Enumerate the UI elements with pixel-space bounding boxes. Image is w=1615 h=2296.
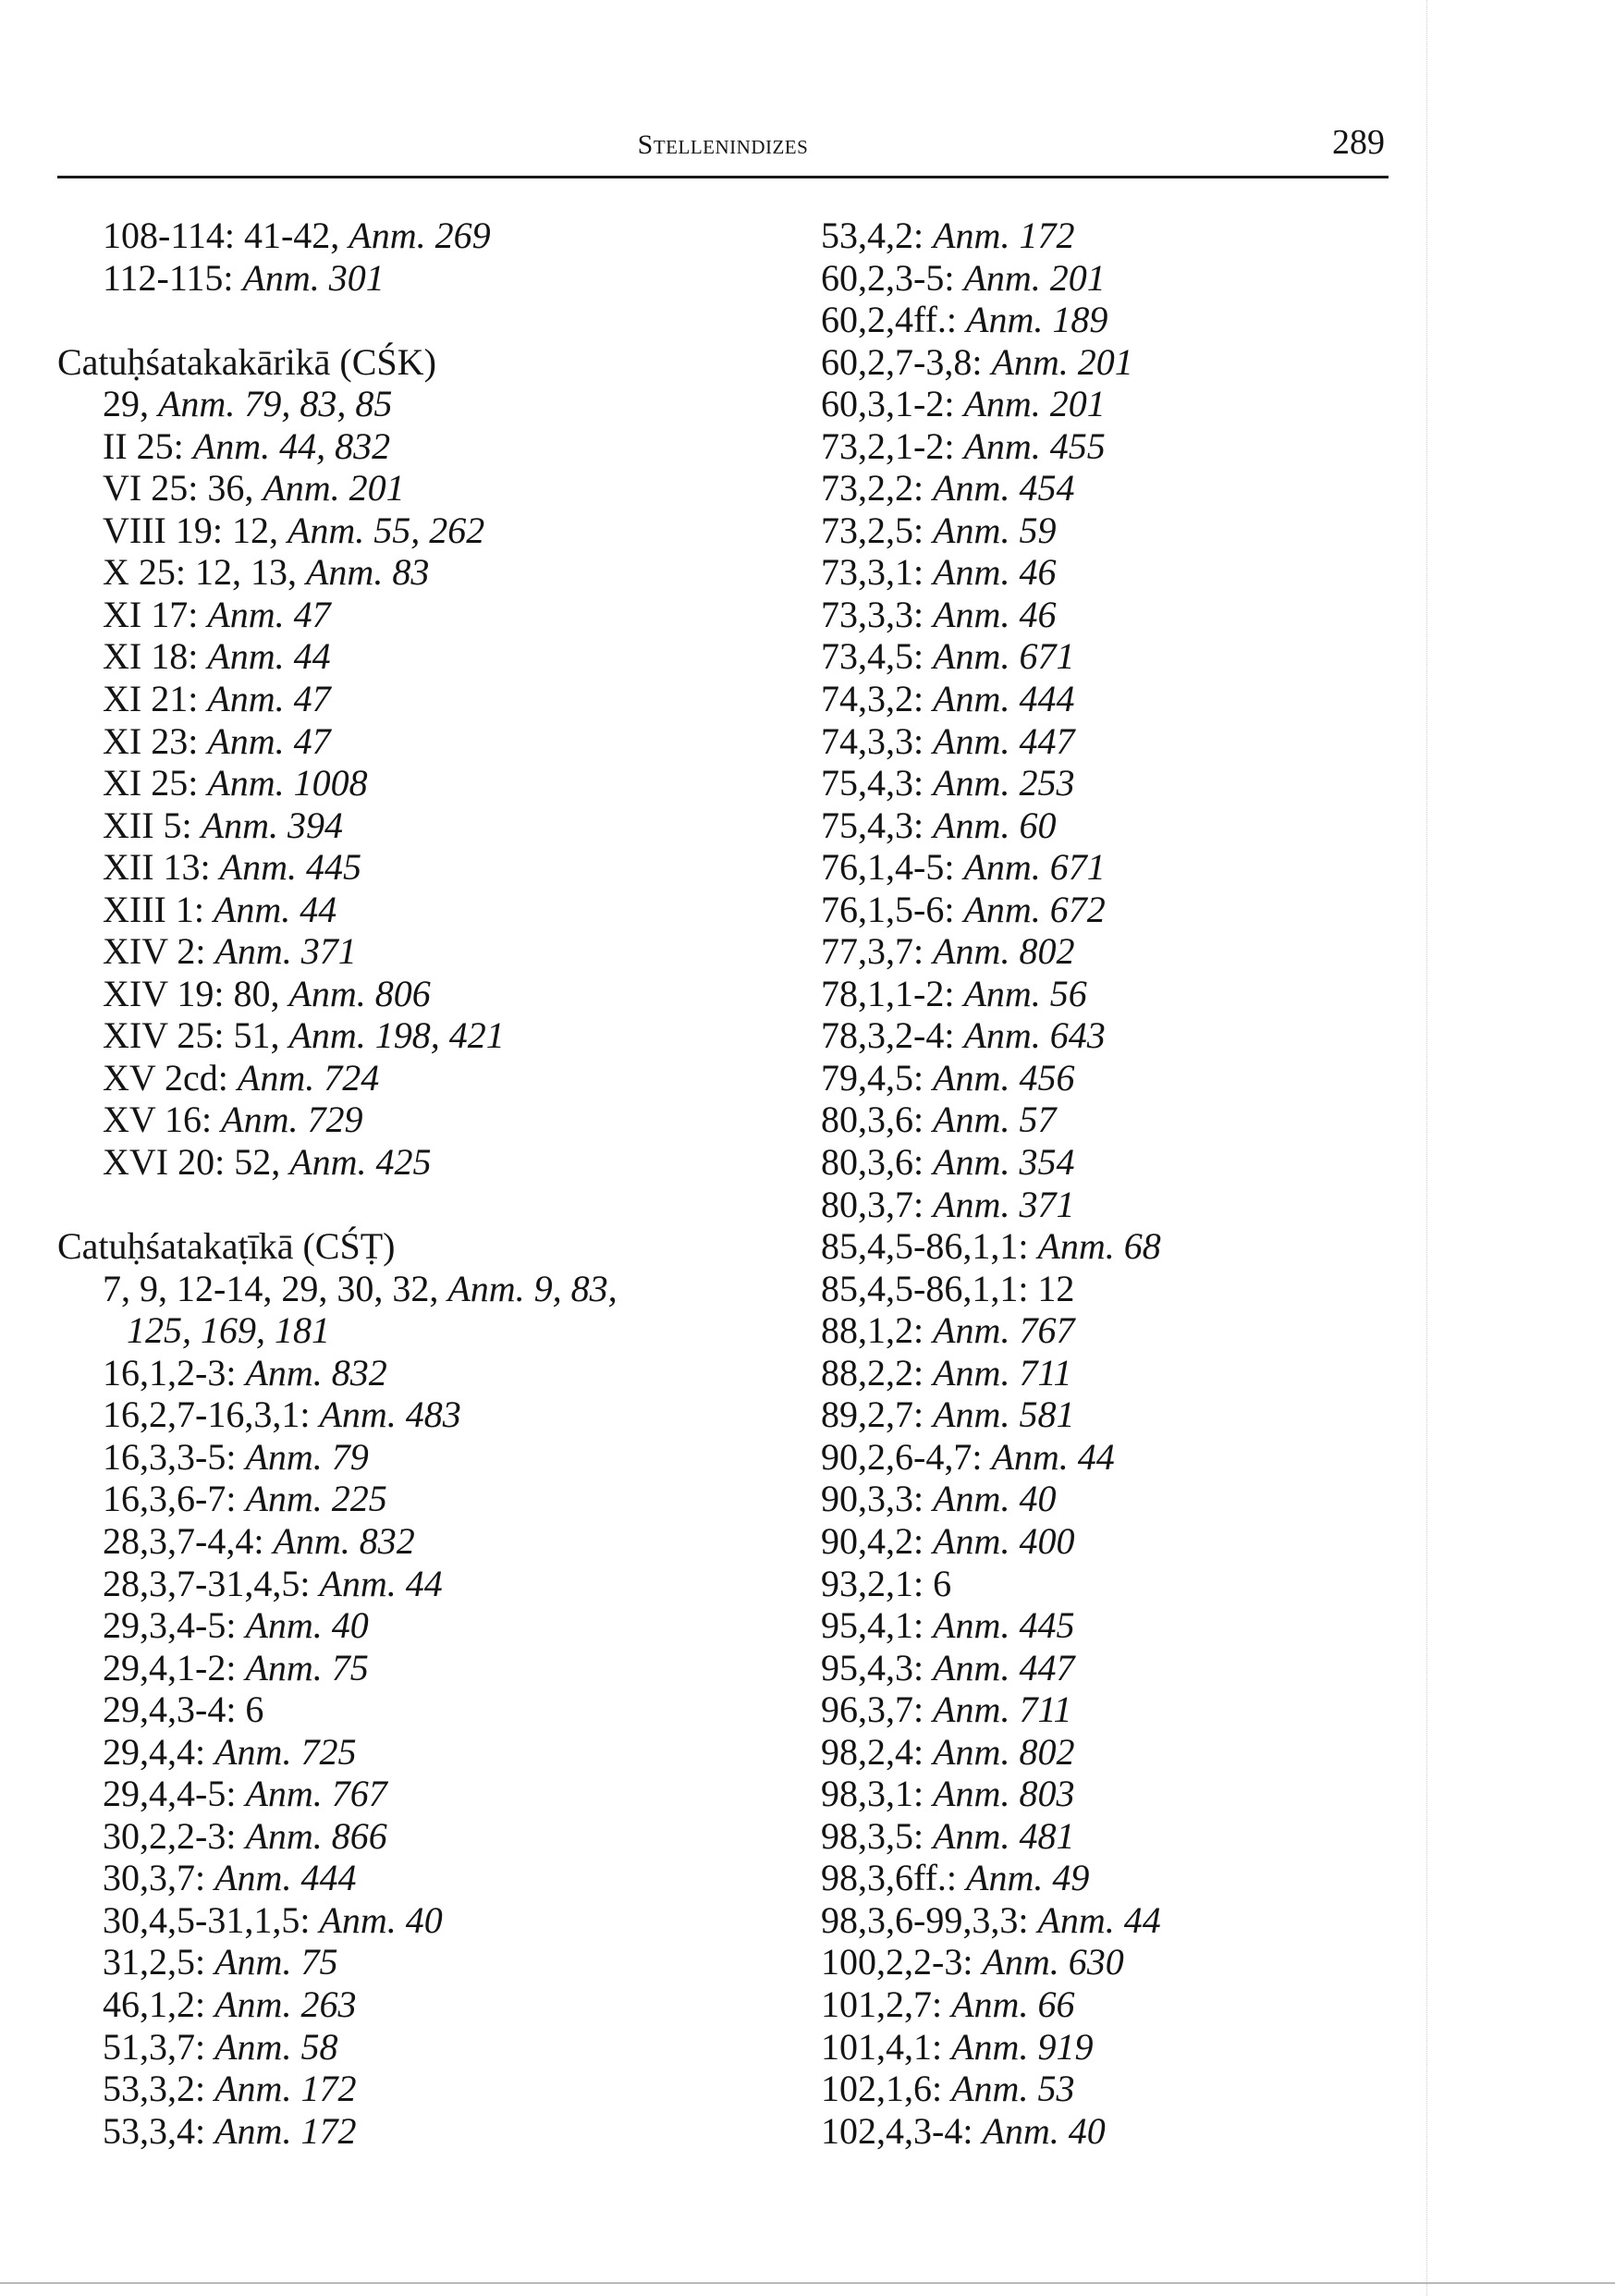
entry-annotation: Anm. 75: [245, 1646, 369, 1688]
entry-annotation: Anm. 802: [933, 1730, 1075, 1773]
scan-right-edge: [1426, 0, 1428, 2296]
index-entry: [821, 1815, 1394, 1858]
entry-reference: 29,4,4:: [103, 1730, 215, 1773]
index-entry: [821, 1478, 1394, 1520]
page-number: 289: [1332, 123, 1385, 162]
index-entry: [821, 1225, 1394, 1268]
entry-reference: 53,4,2:: [821, 215, 934, 256]
index-entry: [57, 846, 760, 889]
index-heading: Catuḥśatakaṭīkā (CŚṬ): [57, 1225, 396, 1268]
index-entry: [57, 1520, 760, 1563]
entry-reference: 95,4,1:: [821, 1604, 934, 1647]
entry-reference: 78,3,2-4:: [821, 1014, 964, 1057]
entry-annotation: Anm. 47: [207, 593, 331, 635]
index-entry: [821, 1352, 1394, 1394]
entry-annotation: Anm. 263: [214, 1983, 357, 2025]
index-entry: [821, 594, 1394, 636]
entry-reference: 93,2,1: 6: [821, 1562, 952, 1604]
entry-annotation: Anm. 53: [951, 2068, 1075, 2110]
index-entry: [57, 1731, 760, 1774]
index-entry: [821, 467, 1394, 510]
entry-annotation: Anm. 201: [963, 256, 1106, 299]
index-entry: [821, 299, 1394, 341]
entry-annotation: Anm. 44: [319, 1562, 443, 1604]
index-entry: [821, 1941, 1394, 1983]
entry-annotation: Anm. 172: [214, 2109, 357, 2152]
entry-reference: 88,1,2:: [821, 1309, 934, 1352]
entry-annotation: Anm. 79, 83, 85: [158, 383, 393, 425]
entry-annotation: Anm. 729: [221, 1099, 363, 1141]
entry-annotation: Anm. 455: [963, 424, 1106, 467]
entry-annotation: Anm. 59: [933, 509, 1057, 551]
entry-reference: 101,2,7:: [821, 1983, 952, 2025]
index-entry: [57, 1394, 760, 1436]
entry-annotation: Anm. 643: [963, 1014, 1106, 1057]
entry-reference: VI 25: 36,: [103, 467, 263, 510]
index-entry: [57, 1436, 760, 1479]
entry-reference: 77,3,7:: [821, 930, 934, 973]
entry-reference: 73,3,1:: [821, 551, 934, 594]
entry-annotation: Anm. 447: [933, 1646, 1075, 1688]
entry-reference: 16,3,6-7:: [103, 1478, 246, 1520]
index-entry: [821, 1394, 1394, 1436]
index-entry: [57, 383, 760, 425]
entry-annotation: Anm. 172: [214, 2068, 357, 2110]
index-entry: [57, 510, 760, 552]
index-entry: [821, 1520, 1394, 1563]
index-entry: [821, 2026, 1394, 2069]
entry-annotation: Anm. 68: [1037, 1225, 1161, 1268]
index-entry: [821, 1688, 1394, 1731]
entry-annotation: Anm. 75: [214, 1941, 338, 1983]
index-entry: [821, 1604, 1394, 1647]
index-entry: [57, 1647, 760, 1689]
index-entry: [57, 762, 760, 804]
index-entry: [57, 2068, 760, 2110]
entry-annotation: Anm. 444: [933, 678, 1075, 720]
entry-reference: 60,2,3-5:: [821, 256, 964, 299]
entry-reference: X 25: 12, 13,: [103, 551, 306, 594]
entry-annotation: Anm. 189: [966, 299, 1108, 341]
entry-annotation: Anm. 46: [933, 593, 1057, 635]
index-entry: [821, 383, 1394, 425]
entry-annotation: Anm. 454: [933, 467, 1075, 510]
entry-annotation: Anm. 201: [963, 383, 1106, 425]
entry-annotation: Anm. 806: [288, 972, 431, 1014]
index-entry: [57, 804, 760, 847]
entry-reference: 73,4,5:: [821, 635, 934, 678]
index-entry: [57, 1352, 760, 1394]
entry-annotation: Anm. 60: [933, 804, 1057, 846]
entry-reference: 79,4,5:: [821, 1056, 934, 1099]
entry-annotation: Anm. 400: [933, 1519, 1075, 1562]
entry-annotation: Anm. 46: [933, 551, 1057, 594]
entry-reference: 53,3,4:: [103, 2109, 215, 2152]
running-header: [57, 123, 1389, 178]
entry-reference: 78,1,1-2:: [821, 972, 964, 1014]
entry-reference: 30,2,2-3:: [103, 1814, 246, 1857]
entry-annotation: Anm. 425: [289, 1141, 432, 1184]
index-entry: [821, 1563, 1394, 1605]
entry-annotation: Anm. 711: [933, 1351, 1072, 1394]
index-entry: [57, 2026, 760, 2069]
entry-reference: 46,1,2:: [103, 1983, 215, 2025]
scan-bottom-rule: [0, 2282, 1615, 2284]
index-entry: [57, 1983, 760, 2026]
index-entry: [821, 1773, 1394, 1815]
entry-annotation: Anm. 671: [933, 635, 1075, 678]
entry-annotation: Anm. 672: [963, 888, 1106, 930]
entry-annotation: Anm. 49: [966, 1857, 1090, 1899]
index-entry: [57, 1773, 760, 1815]
entry-reference: II 25:: [103, 424, 193, 467]
entry-annotation: Anm. 44: [991, 1435, 1115, 1478]
entry-annotation: Anm. 9, 83,: [447, 1267, 618, 1309]
entry-annotation: Anm. 444: [214, 1857, 357, 1899]
index-entry: [57, 1057, 760, 1099]
index-entry: [821, 1099, 1394, 1141]
index-entry: [57, 1563, 760, 1605]
index-entry: [821, 1436, 1394, 1479]
index-entry: [821, 635, 1394, 678]
entry-reference: 73,3,3:: [821, 593, 934, 635]
entry-annotation: Anm. 832: [245, 1351, 387, 1394]
entry-reference: 60,2,7-3,8:: [821, 340, 992, 383]
entry-reference: 16,1,2-3:: [103, 1351, 246, 1394]
index-entry: [821, 804, 1394, 847]
entry-reference: 29,4,1-2:: [103, 1646, 246, 1688]
index-column-left: [57, 215, 760, 2152]
entry-reference: 16,2,7-16,3,1:: [103, 1394, 320, 1436]
entry-reference: XI 21:: [103, 678, 208, 720]
entry-annotation: Anm. 201: [263, 467, 405, 510]
index-entry: [821, 1857, 1394, 1899]
entry-annotation: Anm. 447: [933, 719, 1075, 762]
entry-annotation: Anm. 671: [963, 846, 1106, 889]
entry-reference: 96,3,7:: [821, 1688, 934, 1731]
index-entry: [821, 889, 1394, 931]
entry-reference: 74,3,3:: [821, 719, 934, 762]
index-entry: [57, 425, 760, 468]
index-entry: [57, 1604, 760, 1647]
index-entry: [821, 2110, 1394, 2153]
entry-annotation: Anm. 919: [951, 2025, 1094, 2068]
entry-annotation: Anm. 56: [963, 972, 1087, 1014]
index-entry: [821, 1983, 1394, 2026]
entry-reference: 85,4,5-86,1,1: 12: [821, 1267, 1075, 1309]
entry-reference: XIV 19: 80,: [103, 972, 289, 1014]
entry-reference: 100,2,2-3:: [821, 1941, 983, 1983]
index-entry: [57, 2110, 760, 2153]
entry-annotation: Anm. 371: [933, 1183, 1075, 1225]
entry-annotation: 125, 169, 181: [127, 1309, 330, 1352]
entry-reference: XII 13:: [103, 846, 220, 889]
entry-annotation: Anm. 253: [933, 762, 1075, 804]
index-entry: [57, 594, 760, 636]
index-entry: [821, 1014, 1394, 1057]
entry-reference: 29,3,4-5:: [103, 1604, 246, 1647]
entry-reference: 74,3,2:: [821, 678, 934, 720]
entry-annotation: Anm. 371: [214, 930, 357, 973]
entry-annotation: Anm. 725: [214, 1730, 357, 1773]
entry-annotation: Anm. 44, 832: [192, 424, 391, 467]
blank-line: [57, 299, 760, 341]
entry-reference: XI 17:: [103, 593, 208, 635]
entry-annotation: Anm. 57: [933, 1099, 1057, 1141]
index-entry: [57, 678, 760, 720]
index-entry: [57, 467, 760, 510]
entry-annotation: Anm. 172: [933, 215, 1075, 256]
entry-annotation: Anm. 44: [207, 635, 331, 678]
entry-annotation: Anm. 483: [319, 1394, 461, 1436]
index-entry: [57, 973, 760, 1015]
index-entry: [821, 215, 1394, 257]
index-entry: [57, 1899, 760, 1942]
entry-annotation: Anm. 44: [213, 888, 337, 930]
entry-annotation: Anm. 198, 421: [288, 1014, 505, 1057]
entry-reference: 98,3,6ff.:: [821, 1857, 967, 1899]
entry-reference: 102,4,3-4:: [821, 2109, 983, 2152]
entry-annotation: Anm. 767: [933, 1309, 1075, 1352]
index-entry: [57, 1014, 760, 1057]
entry-reference: 80,3,6:: [821, 1099, 934, 1141]
entry-reference: 73,2,1-2:: [821, 424, 964, 467]
index-entry: [57, 1099, 760, 1141]
index-entry-continuation: [57, 1309, 760, 1352]
entry-annotation: Anm. 832: [273, 1519, 415, 1562]
index-entry: [821, 510, 1394, 552]
entry-reference: 90,3,3:: [821, 1478, 934, 1520]
index-entry: [57, 551, 760, 594]
entry-reference: VIII 19: 12,: [103, 509, 288, 551]
entry-reference: 53,3,2:: [103, 2068, 215, 2110]
entry-annotation: Anm. 581: [933, 1394, 1075, 1436]
entry-annotation: Anm. 47: [207, 678, 331, 720]
entry-annotation: Anm. 55, 262: [287, 509, 485, 551]
entry-reference: XII 5:: [103, 804, 202, 846]
entry-reference: XVI 20: 52,: [103, 1141, 290, 1184]
index-entry: [57, 1688, 760, 1731]
index-entry: [57, 215, 760, 257]
entry-reference: 28,3,7-4,4:: [103, 1519, 274, 1562]
entry-reference: 73,2,2:: [821, 467, 934, 510]
entry-annotation: Anm. 354: [933, 1141, 1075, 1184]
entry-annotation: Anm. 630: [982, 1941, 1124, 1983]
index-entry: [821, 2068, 1394, 2110]
index-entry: [57, 1268, 760, 1310]
entry-annotation: Anm. 445: [933, 1604, 1075, 1647]
entry-reference: 89,2,7:: [821, 1394, 934, 1436]
entry-reference: 76,1,4-5:: [821, 846, 964, 889]
index-entry: [821, 720, 1394, 763]
index-entry: [821, 1731, 1394, 1774]
index-entry: [57, 1941, 760, 1983]
entry-reference: 98,2,4:: [821, 1730, 934, 1773]
entry-reference: 76,1,5-6:: [821, 888, 964, 930]
entry-annotation: Anm. 47: [207, 719, 331, 762]
entry-reference: XI 18:: [103, 635, 208, 678]
index-entry: [821, 257, 1394, 300]
entry-annotation: Anm. 767: [245, 1773, 387, 1815]
index-entry: [57, 1141, 760, 1184]
entry-annotation: Anm. 225: [245, 1478, 387, 1520]
entry-reference: 30,3,7:: [103, 1857, 215, 1899]
entry-reference: 108-114: 41-42,: [103, 215, 349, 256]
index-entry: [57, 1478, 760, 1520]
entry-reference: 90,2,6-4,7:: [821, 1435, 992, 1478]
running-title: Stellenindizes: [637, 129, 809, 160]
entry-reference: 30,4,5-31,1,5:: [103, 1898, 320, 1941]
entry-reference: 51,3,7:: [103, 2025, 215, 2068]
index-entry: [821, 1309, 1394, 1352]
entry-reference: 101,4,1:: [821, 2025, 952, 2068]
entry-annotation: Anm. 1008: [207, 762, 368, 804]
entry-annotation: Anm. 866: [245, 1814, 387, 1857]
index-entry: [57, 257, 760, 300]
index-entry: [821, 846, 1394, 889]
entry-annotation: Anm. 40: [245, 1604, 369, 1647]
entry-reference: 95,4,3:: [821, 1646, 934, 1688]
entry-annotation: Anm. 83: [306, 551, 430, 594]
index-heading: Catuḥśatakakārikā (CŚK): [57, 340, 436, 383]
entry-annotation: Anm. 301: [242, 256, 385, 299]
entry-annotation: Anm. 44: [1037, 1898, 1161, 1941]
entry-annotation: Anm. 394: [201, 804, 343, 846]
entry-reference: XIV 2:: [103, 930, 215, 973]
index-entry: [821, 341, 1394, 384]
entry-reference: 73,2,5:: [821, 509, 934, 551]
entry-reference: 7, 9, 12-14, 29, 30, 32,: [103, 1267, 448, 1309]
index-entry: [821, 1647, 1394, 1689]
entry-reference: XV 2cd:: [103, 1056, 238, 1099]
entry-reference: 102,1,6:: [821, 2068, 952, 2110]
entry-reference: 16,3,3-5:: [103, 1435, 246, 1478]
entry-annotation: Anm. 40: [319, 1898, 443, 1941]
entry-reference: XV 16:: [103, 1099, 222, 1141]
entry-reference: 29,4,4-5:: [103, 1773, 246, 1815]
entry-reference: 60,3,1-2:: [821, 383, 964, 425]
entry-annotation: Anm. 445: [219, 846, 361, 889]
entry-reference: 112-115:: [103, 256, 243, 299]
entry-reference: XIII 1:: [103, 888, 214, 930]
index-entry: [821, 1268, 1394, 1310]
entry-annotation: Anm. 40: [933, 1478, 1057, 1520]
index-entry: [821, 1184, 1394, 1226]
entry-reference: 88,2,2:: [821, 1351, 934, 1394]
index-entry: [821, 973, 1394, 1015]
entry-annotation: Anm. 269: [349, 215, 491, 256]
index-entry: [57, 930, 760, 973]
entry-reference: XIV 25: 51,: [103, 1014, 289, 1057]
entry-reference: 98,3,6-99,3,3:: [821, 1898, 1038, 1941]
index-entry: [821, 1899, 1394, 1942]
index-entry: [821, 551, 1394, 594]
entry-annotation: Anm. 481: [933, 1814, 1075, 1857]
index-entry: [57, 720, 760, 763]
entry-annotation: Anm. 40: [982, 2109, 1106, 2152]
entry-reference: 28,3,7-31,4,5:: [103, 1562, 320, 1604]
entry-reference: XI 23:: [103, 719, 208, 762]
entry-annotation: Anm. 456: [933, 1056, 1075, 1099]
entry-annotation: Anm. 724: [237, 1056, 380, 1099]
entry-reference: 80,3,6:: [821, 1141, 934, 1184]
entry-reference: 80,3,7:: [821, 1183, 934, 1225]
index-entry: [821, 762, 1394, 804]
entry-reference: 75,4,3:: [821, 804, 934, 846]
entry-annotation: Anm. 201: [991, 340, 1133, 383]
entry-annotation: Anm. 66: [951, 1983, 1075, 2025]
entry-annotation: Anm. 802: [933, 930, 1075, 973]
index-entry: [821, 930, 1394, 973]
entry-reference: 29,: [103, 383, 158, 425]
entry-annotation: Anm. 58: [214, 2025, 338, 2068]
entry-reference: 98,3,1:: [821, 1773, 934, 1815]
index-entry: [57, 889, 760, 931]
index-column-right: [821, 215, 1394, 2152]
index-entry: [821, 1057, 1394, 1099]
entry-annotation: Anm. 79: [245, 1435, 369, 1478]
entry-reference: XI 25:: [103, 762, 208, 804]
entry-reference: 90,4,2:: [821, 1519, 934, 1562]
index-entry: [57, 1815, 760, 1858]
index-entry: [57, 635, 760, 678]
entry-annotation: Anm. 711: [933, 1688, 1072, 1731]
entry-reference: 60,2,4ff.:: [821, 299, 967, 341]
entry-annotation: Anm. 803: [933, 1773, 1075, 1815]
entry-reference: 75,4,3:: [821, 762, 934, 804]
index-entry: [821, 678, 1394, 720]
index-entry: [821, 425, 1394, 468]
entry-reference: 85,4,5-86,1,1:: [821, 1225, 1038, 1268]
index-entry: [821, 1141, 1394, 1184]
blank-line: [57, 1184, 760, 1226]
entry-reference: 29,4,3-4: 6: [103, 1688, 264, 1731]
index-entry: [57, 1857, 760, 1899]
entry-reference: 31,2,5:: [103, 1941, 215, 1983]
entry-reference: 98,3,5:: [821, 1814, 934, 1857]
